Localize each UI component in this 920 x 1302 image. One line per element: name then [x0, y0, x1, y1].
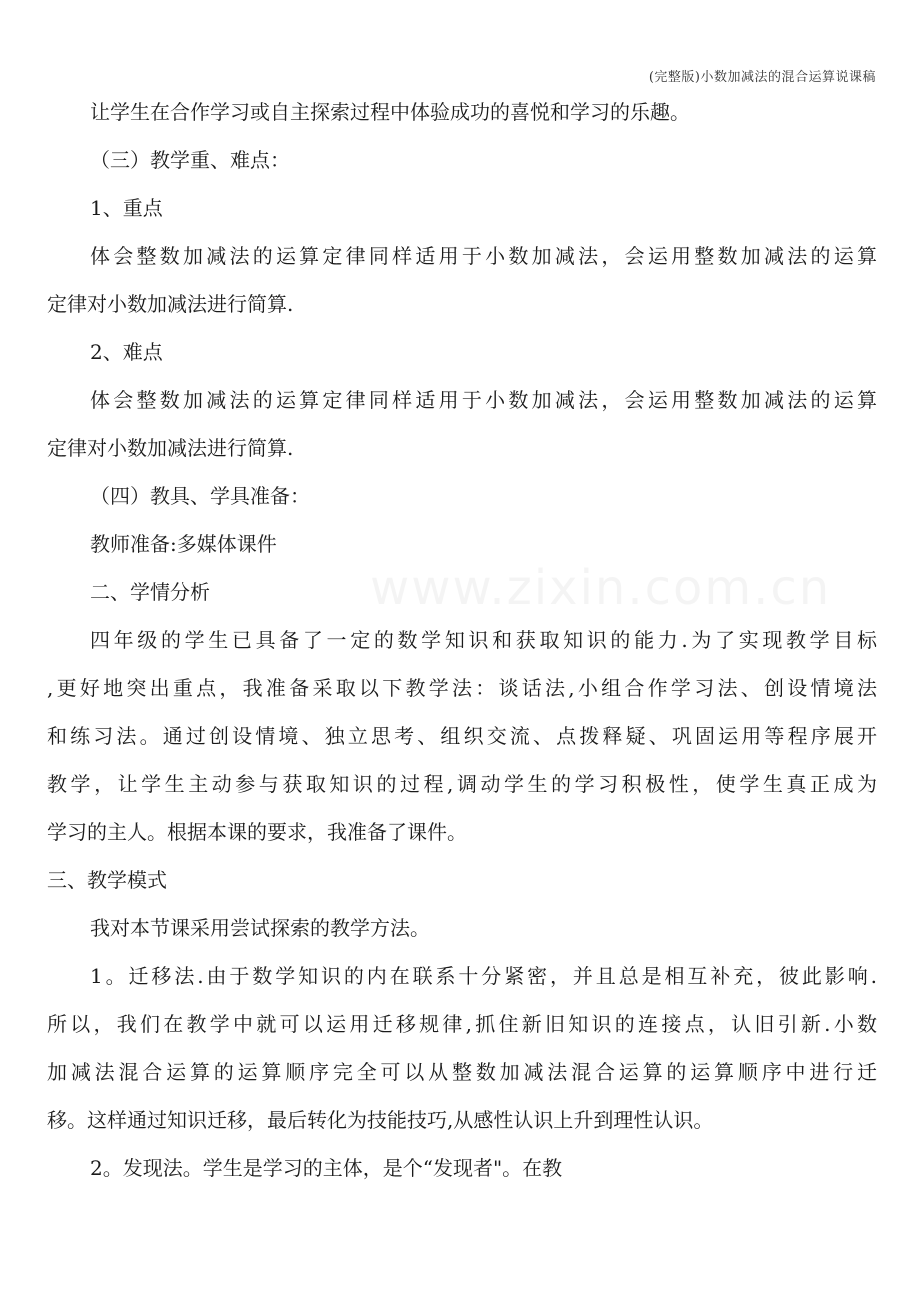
section-heading: 三、教学模式 — [47, 868, 167, 892]
paragraph-line: 加减法混合运算的运算顺序完全可以从整数加减法混合运算的运算顺序中进行迁 — [47, 1060, 877, 1084]
section-heading: （三）教学重、难点： — [90, 148, 290, 172]
paragraph-line: 教师准备:多媒体课件 — [90, 532, 277, 556]
paragraph-line: 和练习法。通过创设情境、独立思考、组织交流、点拨释疑、巩固运用等程序展开 — [47, 724, 877, 748]
paragraph-line: 定律对小数加减法进行简算. — [47, 436, 294, 460]
section-heading: 二、学情分析 — [90, 580, 210, 604]
document-body — [47, 88, 877, 1192]
paragraph-line: 定律对小数加减法进行简算. — [47, 292, 294, 316]
paragraph-line: 体会整数加减法的运算定律同样适用于小数加减法，会运用整数加减法的运算 — [90, 388, 877, 412]
paragraph-line: 2。发现法。学生是学习的主体，是个“发现者"。在教 — [90, 1156, 563, 1180]
section-heading: （四）教具、学具准备： — [90, 484, 310, 508]
paragraph-line: 学习的主人。根据本课的要求，我准备了课件。 — [47, 820, 467, 844]
subheading: 1、重点 — [90, 196, 163, 220]
paragraph-line: 让学生在合作学习或自主探索过程中体验成功的喜悦和学习的乐趣。 — [90, 100, 690, 124]
paragraph-line: 1。迁移法.由于数学知识的内在联系十分紧密，并且总是相互补充，彼此影响. — [90, 964, 877, 988]
paragraph-line: 我对本节课采用尝试探索的教学方法。 — [90, 916, 430, 940]
paragraph-line: 所以，我们在教学中就可以运用迁移规律,抓住新旧知识的连接点，认旧引新.小数 — [47, 1012, 877, 1036]
subheading: 2、难点 — [90, 340, 163, 364]
paragraph-line: 体会整数加减法的运算定律同样适用于小数加减法，会运用整数加减法的运算 — [90, 244, 877, 268]
paragraph-line: 移。这样通过知识迁移，最后转化为技能技巧,从感性认识上升到理性认识。 — [47, 1108, 714, 1132]
document-header: (完整版)小数加减法的混合运算说课稿 — [648, 70, 876, 85]
paragraph-line: ,更好地突出重点，我准备采取以下教学法：谈话法,小组合作学习法、创设情境法 — [47, 676, 877, 700]
paragraph-line: 四年级的学生已具备了一定的数学知识和获取知识的能力.为了实现教学目标 — [90, 628, 877, 652]
paragraph-line: 教学，让学生主动参与获取知识的过程,调动学生的学习积极性，使学生真正成为 — [47, 772, 877, 796]
